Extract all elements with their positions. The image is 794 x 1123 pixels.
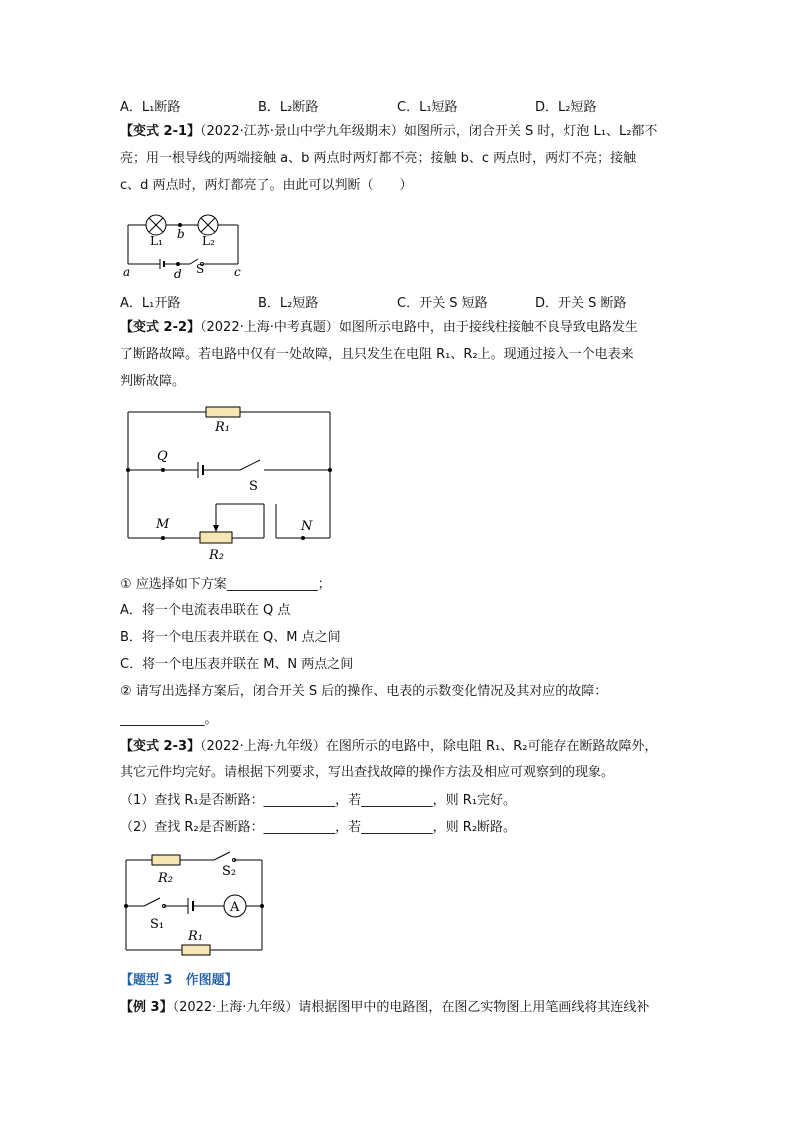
fig3-label-r1: R₁ [188,929,203,944]
fig3-ammeter-label: A [230,900,240,915]
example-3-tag: 【例 3】 [120,1000,173,1015]
variant-2-1-tag: 【变式 2-1】 [120,124,201,139]
variant-2-2-text-1: （2022·上海·中考真题）如图所示电路中，由于接线柱接触不良导致电路发生 [200,320,638,335]
fig1-label-b: b [177,227,185,241]
circuit-diagram-1 [118,205,248,283]
fig1-label-s: S [196,262,205,276]
fig2-label-n: N [301,519,313,534]
variant-2-2-choice-c: C．将一个电压表并联在 M、N 两点之间 [120,657,354,672]
example-3-text: （2022·上海·九年级）请根据图甲中的电路图，在图乙实物图上用笔画线将其连线补 [172,1000,650,1015]
variant-2-2-line-3: 判断故障。 [120,374,186,389]
variant-2-3-line-1 [120,737,658,757]
variant-2-1-line-1 [120,122,657,142]
circuit-diagram-2 [118,398,348,566]
variant-2-3-line-3: （1）查找 R₁是否断路：___________，若___________，则 R₁完好。 [120,793,517,808]
variant-2-3-line-4: （2）查找 R₂是否断路：___________，若___________，则 R₂断路。 [120,820,517,835]
fig3-label-s1: S₁ [150,917,165,932]
variant-2-2-line-2: 了断路故障。若电路中仅有一处故障，且只发生在电阻 R₁、R₂上。现通过接入一个电表来 [120,347,634,362]
variant-2-1-text-1: （2022·江苏·景山中学九年级期末）如图所示，闭合开关 S 时，灯泡 L₁、L₂都不 [200,124,658,139]
variant-2-2-choice-a: A．将一个电流表串联在 Q 点 [120,603,291,618]
option-c: C．L₁短路 [397,100,458,115]
option-b: B．L₂断路 [258,100,319,115]
variant-2-2-choice-b: B．将一个电压表并联在 Q、M 点之间 [120,630,341,645]
fig2-label-m: M [156,517,170,532]
fig1-label-l2: L₂ [202,234,215,248]
fig2-label-q: Q [157,449,168,464]
variant-2-1-line-2: 亮；用一根导线的两端接触 a、b 两点时两灯都不亮；接触 b、c 两点时，两灯不亮；接触 [120,151,637,166]
fig3-label-r2: R₂ [158,871,173,886]
variant-2-1-option-a: A．L₁开路 [120,296,181,311]
variant-2-1-option-d: D．开关 S 断路 [535,296,627,311]
variant-2-1-option-c: C．开关 S 短路 [397,296,488,311]
fig1-label-l1: L₁ [150,234,163,248]
fig1-label-a: a [123,265,131,279]
option-a: A．L₁断路 [120,100,181,115]
variant-2-3-tag: 【变式 2-3】 [120,739,201,754]
variant-2-2-item-1: ① 应选择如下方案______________； [120,577,331,592]
fig3-label-s2: S₂ [222,864,237,879]
variant-2-2-answer-blank: _____________。 [120,712,218,727]
fig2-label-r2: R₂ [209,548,224,563]
variant-2-1-line-3: c、d 两点时，两灯都亮了。由此可以判断（ ） [120,178,413,193]
fig2-label-s: S [249,479,258,494]
variant-2-1-option-b: B．L₂短路 [258,296,319,311]
variant-2-3-text-1: （2022·上海·九年级）在图所示的电路中，除电阻 R₁、R₂可能存在断路故障外， [200,739,658,754]
variant-2-2-line-1 [120,318,638,338]
fig1-label-d: d [174,267,182,281]
variant-2-2-tag: 【变式 2-2】 [120,320,201,335]
variant-2-2-item-2: ② 请写出选择方案后，闭合开关 S 后的操作、电表的示数变化情况及其对应的故障： [120,684,608,699]
fig1-label-c: c [234,265,241,279]
example-3-line [120,998,649,1018]
variant-2-3-line-2: 其它元件均完好。请根据下列要求，写出查找故障的操作方法及相应可观察到的现象。 [120,765,615,780]
fig2-label-r1: R₁ [215,420,230,435]
circuit-diagram-3 [118,848,270,960]
option-d: D．L₂短路 [535,100,597,115]
section-type-3-title: 【题型 3 作图题】 [120,973,238,988]
